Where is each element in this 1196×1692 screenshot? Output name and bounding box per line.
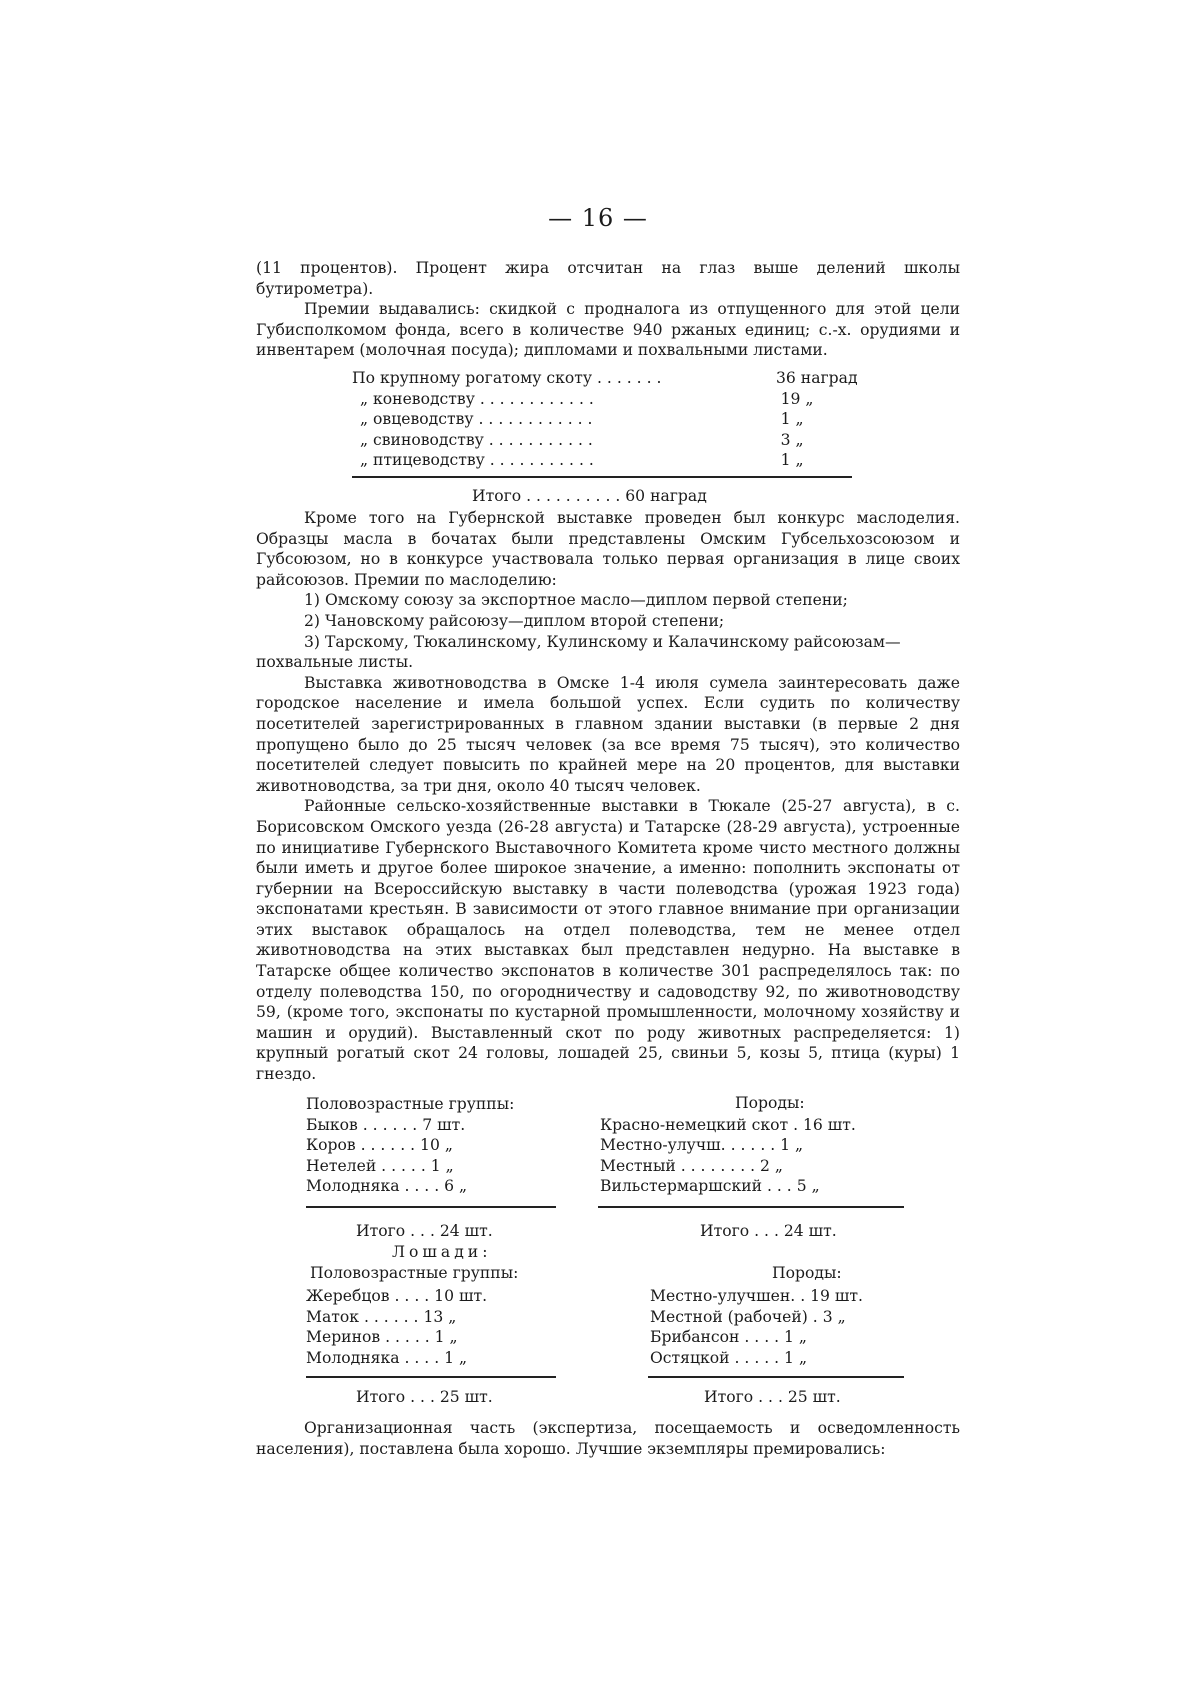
awards-total: Итого . . . . . . . . . . 60 наград [472,487,707,505]
horses-right-rule [648,1376,904,1378]
intro-paragraph: Премии выдавались: скидкой с продналога из отпущенного для этой цели Губисполкомом фонда, всего в количестве 940 ржаных единиц; с.-х. орудиями и инвентарем (молочная посуда); дипломами и похвальными листами. [256,300,960,360]
horses-right-row: Брибансон . . . . 1 „ [650,1328,807,1347]
cattle-left-row: Нетелей . . . . . 1 „ [306,1156,454,1175]
closing-block [256,1418,960,1459]
cattle-left-row: Быков . . . . . . 7 шт. [306,1115,466,1134]
awards-row: „ коневодству . . . . . . . . . . . . 19 „ [360,389,814,408]
horses-title: Лошади: [392,1243,492,1261]
main-text [256,508,960,1085]
intro-block [256,258,960,361]
cattle-right-row: Местно-улучш. . . . . . 1 „ [600,1136,804,1155]
cattle-right-row: Красно-немецкий скот . 16 шт. [600,1115,856,1134]
list-item: 1) Омскому союзу за экспортное масло—диплом первой степени; [304,591,848,610]
horses-left-row: Маток . . . . . . 13 „ [306,1307,457,1326]
list-item: 2) Чановскому райсоюзу—диплом второй степени; [304,611,725,630]
awards-row: „ птицеводству . . . . . . . . . . . 1 „ [360,451,804,470]
cattle-right-header: Породы: [735,1094,805,1112]
horses-left-row: Жеребцов . . . . 10 шт. [306,1287,488,1305]
cattle-breeds [600,1115,856,1197]
intro-paragraph: (11 процентов). Процент жира отсчитан на глаз выше делений школы бутирометра). [256,259,960,298]
cattle-left-row: Коров . . . . . . 10 „ [306,1136,453,1155]
horses-left-total: Итого . . . 25 шт. [356,1388,493,1406]
cattle-left-total: Итого . . . 24 шт. [356,1222,493,1240]
horses-right-row: Местной (рабочей) . 3 „ [650,1307,846,1326]
awards-row: „ свиноводству . . . . . . . . . . . 3 „ [360,430,804,449]
horses-right-row: Остяцкой . . . . . 1 „ [650,1348,808,1367]
cattle-right-row: Вильстермаршский . . . 5 „ [600,1177,820,1196]
horses-right-total: Итого . . . 25 шт. [704,1388,841,1406]
cattle-left-rule [306,1206,556,1208]
horses-left-rule [306,1376,556,1378]
list-item: 3) Тарскому, Тюкалинскому, Кулинскому и Калачинскому райсоюзам—похвальные листы. [256,632,901,672]
horses-right-row: Местно-улучшен. . 19 шт. [650,1287,863,1305]
cattle-left-header: Половозрастные группы: [306,1095,515,1113]
cattle-left-row: Молодняка . . . . 6 „ [306,1177,468,1196]
horses-left-row: Молодняка . . . . 1 „ [306,1348,468,1367]
cattle-right-row: Местный . . . . . . . . 2 „ [600,1156,783,1175]
awards-row: По крупному рогатому скоту . . . . . . . 36 наград [352,369,858,387]
awards-table [352,368,858,505]
paragraph: Районные сельско-хозяйственные выставки в Тюкале (25-27 августа), в с. Борисовском Омского уезда (26-28 августа) и Татарске (28-29 августа), устроенные по инициативе Губернского Выставочного Комитета кроме чисто местного должны были иметь и другое более широкое значение, а именно: пополнить экспонаты от губернии на Всероссийскую выставку в части полеводства (урожая 1923 года) экспонатами крестьян. В зависимости от этого главное внимание при организации этих выставок обращалось на отдел полеводства, тем не менее отдел животноводства на этих выставках был представлен недурно. На выставке в Татарске общее количество экспонатов в количестве 301 распределялось так: по отделу полеводства 150, по огородничеству и садоводству 92, по животноводству 59, (кроме того, экспонаты по кустарной промышленности, молочному хозяйству и машин и орудий). Выставленный скот по роду животных распределяется: 1) крупный рогатый скот 24 головы, лошадей 25, свиньи 5, козы 5, птица (куры) 1 гнездо. [256,797,960,1084]
awards-row: „ овцеводству . . . . . . . . . . . . 1 „ [360,410,804,429]
horses-breeds [650,1286,863,1368]
horses-age-groups [306,1286,487,1368]
horses-right-header: Породы: [772,1264,842,1282]
closing-paragraph: Организационная часть (экспертиза, посещаемость и осведомленность населения), поставлена была хорошо. Лучшие экземпляры премировались: [256,1419,960,1458]
horses-left-header: Половозрастные группы: [310,1264,519,1282]
cattle-age-groups [306,1094,514,1197]
horses-left-row: Меринов . . . . . 1 „ [306,1328,458,1347]
awards-rule [352,476,852,478]
cattle-right-total: Итого . . . 24 шт. [700,1222,837,1240]
cattle-right-rule [598,1206,904,1208]
paragraph: Кроме того на Губернской выставке проведен был конкурс маслоделия. Образцы масла в бочатах были представлены Омским Губсельхозсоюзом и Губсоюзом, но в конкурсе участвовала только первая организация в лице своих райсоюзов. Премии по маслоделию: [256,509,960,589]
page-number: — 16 — [548,204,648,232]
paragraph: Выставка животноводства в Омске 1-4 июля сумела заинтересовать даже городское население и имела большой успех. Если судить по количеству посетителей зарегистрированных в главном здании выставки (в первые 2 дня пропущено было до 25 тысяч человек (за все время 75 тысяч), это количество посетителей следует повысить по крайней мере на 20 процентов, для выставки животноводства, за три дня, около 40 тысяч человек. [256,673,960,795]
